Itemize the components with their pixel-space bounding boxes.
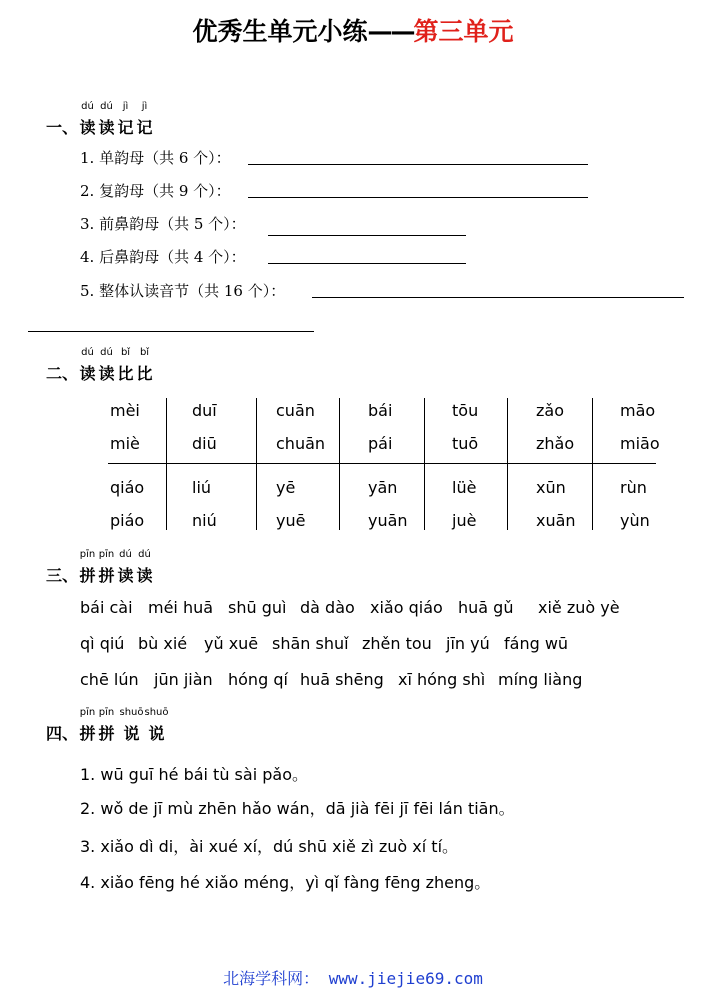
section-number: 一、 (46, 118, 79, 137)
table-cell: xūn (536, 478, 566, 497)
list-item: bù xié (138, 634, 188, 653)
table-cell: chuān (276, 434, 326, 453)
hanzi: 读 (79, 364, 96, 383)
section-4-heading (46, 707, 169, 744)
table-cell: māo (620, 401, 656, 420)
list-item: méi huā (148, 598, 214, 617)
table-cell: yùn (620, 511, 650, 530)
section-1-heading (46, 101, 154, 138)
ruby-char (116, 347, 135, 384)
table-cell: miè (110, 434, 140, 453)
ruby-char (78, 347, 97, 384)
hanzi: 读 (136, 566, 153, 585)
hanzi: 比 (117, 364, 134, 383)
table-vline (592, 398, 593, 530)
hanzi: 拼 (79, 724, 96, 743)
pinyin: pīn (79, 549, 96, 560)
pinyin: dú (100, 101, 113, 112)
table-cell: miāo (620, 434, 660, 453)
table-cell: juè (452, 511, 477, 530)
ruby-char (97, 347, 116, 384)
list-item: huā shēng (300, 670, 384, 689)
hanzi: 读 (98, 118, 115, 137)
list-item: hóng qí (228, 670, 288, 689)
table-cell: zǎo (536, 401, 564, 420)
section-3-heading (46, 549, 154, 586)
section-2-heading (46, 347, 154, 384)
hanzi: 记 (136, 118, 153, 137)
answer-line-5-cont[interactable] (28, 331, 314, 332)
pinyin: dú (81, 347, 94, 358)
ruby-char (144, 707, 169, 744)
section-number: 三、 (46, 566, 79, 585)
section-number: 二、 (46, 364, 79, 383)
list-item: bái cài (80, 598, 133, 617)
hanzi: 说 (123, 724, 140, 743)
table-cell: piáo (110, 511, 145, 530)
table-vline (424, 398, 425, 530)
title-main: 优秀生单元小练 (192, 17, 368, 46)
table-cell: lüè (452, 478, 477, 497)
table-cell: yuān (368, 511, 408, 530)
table-cell: pái (368, 434, 393, 453)
table-vline (507, 398, 508, 530)
hanzi: 拼 (98, 566, 115, 585)
pinyin: shuō (144, 707, 169, 718)
table-cell: diū (192, 434, 217, 453)
table-vline (256, 398, 257, 530)
table-cell: bái (368, 401, 393, 420)
title-unit: 第三单元 (413, 17, 514, 46)
answer-line-3[interactable] (268, 235, 466, 236)
sentence-1: 1. wū guī hé bái tù sài pǎo。 (80, 765, 308, 784)
ruby-char (78, 707, 97, 744)
pinyin: dú (100, 347, 113, 358)
hanzi: 说 (148, 724, 165, 743)
pinyin: dú (119, 549, 132, 560)
pinyin: bǐ (120, 347, 131, 358)
hanzi: 读 (79, 118, 96, 137)
list-item: dà dào (300, 598, 355, 617)
list-item: qì qiú (80, 634, 125, 653)
hanzi: 拼 (98, 724, 115, 743)
question-3: 3. 前鼻韵母（共 5 个）： (80, 215, 246, 233)
question-2: 2. 复韵母（共 9 个）： (80, 182, 231, 200)
sentence-2: 2. wǒ de jī mù zhēn hǎo wán，dā jià fēi jī fēi lán tiān。 (80, 799, 515, 818)
list-item: xiě zuò yè (538, 598, 620, 617)
table-hline (108, 463, 656, 464)
question-5: 5. 整体认读音节（共 16 个）： (80, 282, 286, 300)
answer-line-4[interactable] (268, 263, 466, 264)
list-item: jūn jiàn (154, 670, 213, 689)
hanzi: 记 (117, 118, 134, 137)
ruby-char (78, 101, 97, 138)
ruby-char (78, 549, 97, 586)
answer-line-5[interactable] (312, 297, 684, 298)
answer-line-1[interactable] (248, 164, 588, 165)
table-cell: duī (192, 401, 217, 420)
table-cell: xuān (536, 511, 576, 530)
list-item: shān shuǐ (272, 634, 349, 653)
pinyin: jì (122, 101, 129, 112)
hanzi: 读 (117, 566, 134, 585)
pinyin: shuō (119, 707, 144, 718)
ruby-char (116, 101, 135, 138)
table-vline (339, 398, 340, 530)
list-item: xī hóng shì (398, 670, 486, 689)
answer-line-2[interactable] (248, 197, 588, 198)
table-cell: mèi (110, 401, 140, 420)
pinyin: jì (141, 101, 148, 112)
list-item: shū guì (228, 598, 287, 617)
ruby-char (97, 707, 116, 744)
list-item: fáng wū (504, 634, 569, 653)
table-cell: cuān (276, 401, 315, 420)
list-item: yǔ xuē (204, 634, 259, 653)
pinyin: pīn (79, 707, 96, 718)
hanzi: 拼 (79, 566, 96, 585)
list-item: huā gǔ (458, 598, 514, 617)
ruby-char (135, 347, 154, 384)
page-title (0, 12, 706, 48)
list-item: xiǎo qiáo (370, 598, 443, 617)
hanzi: 比 (136, 364, 153, 383)
pinyin: bǐ (139, 347, 150, 358)
section-number: 四、 (46, 724, 79, 743)
list-item: zhěn tou (362, 634, 432, 653)
sentence-3: 3. xiǎo dì di，ài xué xí，dú shū xiě zì zuò xí tí。 (80, 837, 459, 856)
ruby-char (135, 549, 154, 586)
pinyin: dú (81, 101, 94, 112)
table-cell: tuō (452, 434, 479, 453)
table-cell: qiáo (110, 478, 145, 497)
hanzi: 读 (98, 364, 115, 383)
table-cell: yuē (276, 511, 306, 530)
list-item: chē lún (80, 670, 139, 689)
list-item: jīn yú (446, 634, 490, 653)
ruby-char (97, 101, 116, 138)
list-item: míng liàng (498, 670, 583, 689)
table-vline (166, 398, 167, 530)
table-cell: zhǎo (536, 434, 575, 453)
ruby-char (97, 549, 116, 586)
title-dash: —— (367, 17, 414, 46)
pinyin: dú (138, 549, 151, 560)
table-cell: yē (276, 478, 296, 497)
ruby-char (116, 549, 135, 586)
pinyin: pīn (98, 707, 115, 718)
footer-website[interactable]: 北海学科网： www.jiejie69.com (223, 969, 483, 988)
ruby-char (135, 101, 154, 138)
question-1: 1. 单韵母（共 6 个）： (80, 149, 231, 167)
table-cell: yān (368, 478, 398, 497)
table-cell: niú (192, 511, 217, 530)
ruby-char (119, 707, 144, 744)
pinyin: pīn (98, 549, 115, 560)
table-cell: liú (192, 478, 212, 497)
sentence-4: 4. xiǎo fēng hé xiǎo méng，yì qǐ fàng fēng zheng。 (80, 873, 491, 892)
table-cell: tōu (452, 401, 479, 420)
question-4: 4. 后鼻韵母（共 4 个）： (80, 248, 246, 266)
table-cell: rùn (620, 478, 647, 497)
